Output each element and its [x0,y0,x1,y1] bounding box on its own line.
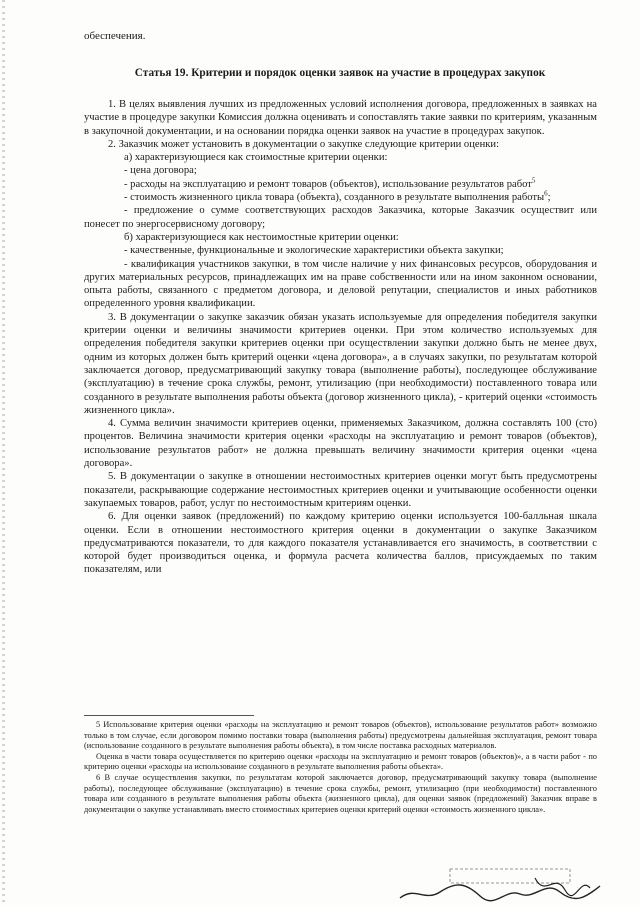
footnote: Оценка в части товара осуществляется по критерию оценки «расходы на эксплуатацию и ремонт товаров (объектов)», а в части работ - по критерию оценки «расходы на использование созданного в результате выполнения работы объекта». [84,751,597,772]
paragraph: 5. В документации о закупке в отношении нестоимостных критериев оценки могут быть предусмотрены показатели, раскрывающие содержание нестоимостных критериев оценки и учитывающие особенности оценки закупаемых товаров, работ, услуг по нестоимостным критериям оценки. [84,471,597,509]
footnotes [84,720,597,815]
paragraph: 2. Заказчик может установить в документации о закупке следующие критерии оценки: [108,138,500,150]
paragraph: 1. В целях выявления лучших из предложенных условий исполнения договора, предложенных в заявках на участие в процедуре закупки Комиссия должна оценивать и сопоставлять такие заявки по критериям, указанным в закупочной документации, и на основании порядка оценки заявок на участие в процедурах закупок. [84,99,597,137]
paragraph: 4. Сумма величин значимости критериев оценки, применяемых Заказчиком, должна составлять 100 (сто) процентов. Величина значимости критерия оценки «расходы на эксплуатацию и ремонт товаров (объектов), использование результатов работ» не должна превышать величину значимости критерия оценки «цена договора». [84,418,597,470]
list-item: - качественные, функциональные и экологические характеристики объекта закупки; [124,245,504,257]
footnote-ref: 5 [531,176,536,185]
list-item: а) характеризующиеся как стоимостные критерии оценки: [124,152,388,164]
list-item: - предложение о сумме соответствующих расходов Заказчика, которые Заказчик осуществит или понесет по энергосервисному договору; [84,205,597,230]
paragraph: 6. Для оценки заявок (предложений) по каждому критерию оценки используется 100-балльная шкала оценки. Если в отношении нестоимостного критерия оценки в документации о закупке Заказчиком предусматриваются показатели, то для каждого показателя устанавливается его значимость, в соответствии с которой будет производиться оценка, и формула расчета количества баллов, присуждаемых по таким показателям, или [84,511,597,576]
signature-stamp [395,868,605,904]
list-item: - стоимость жизненного цикла товара (объекта), созданного в результате выполнения работы$^6$; [124,189,551,204]
list-item: - квалификация участников закупки, в том числе наличие у них финансовых ресурсов, оборудования и других материальных ресурсов, принадлежащих им на праве собственности или на ином законном основании, опыта работы, связанного с предметом договора, и деловой репутации, специалистов и иных работников определенного уровня квалификации. [84,258,597,310]
article-body [84,98,597,577]
list-item: - расходы на эксплуатацию и ремонт товаров (объектов), использование результатов работ$^5$ [124,176,536,190]
list-item: - цена договора; [124,165,197,177]
footnote-ref: 6 [544,189,548,198]
footnote: 6 В случае осуществления закупки, по результатам которой заключается договор, предусматривающий закупку товара (выполнение работы), последующее обслуживание (эксплуатацию) в течение срока службы, ремонт, утилизацию (при необходимости) поставленного товара или созданного в результате выполнения работы объекта (жизненного цикла), для оценки заявок (предложений) Заказчик вправе в документации о закупке устанавливать вместо стоимостных критериев оценки критерий оценки «стоимость жизненного цикла». [84,772,597,814]
list-item: б) характеризующиеся как нестоимостные критерии оценки: [124,231,399,243]
footnote-divider [84,715,254,716]
paragraph: 3. В документации о закупке заказчик обязан указать используемые для определения победителя закупки критерии оценки и величины значимости критериев оценки. При этом количество используемых для определения победителя закупки критериев оценки при осуществлении закупки должно быть не менее двух, одним из которых должен быть критерий оценки «цена договора», а в случаях закупки, по результатам которой заключается договор, предусматривающий закупку товара (выполнение работы), последующее обслуживание (эксплуатацию) в течение срока службы, ремонт, утилизацию (при необходимости) поставленного товара или созданного в результате выполнения работы объекта (договор жизненного цикла), - критерий оценки «стоимость жизненного цикла». [84,311,597,416]
lead-text: обеспечения. [84,30,146,42]
article-heading: Статья 19. Критерии и порядок оценки заявок на участие в процедурах закупок [134,67,546,79]
scan-edge [2,0,5,905]
footnote: 5 Использование критерия оценки «расходы на эксплуатацию и ремонт товаров (объектов), использование результатов работ» возможно только в том случае, если договором помимо поставки товара (выполнения работы) предусмотрены дальнейшая эксплуатация, ремонт товара (использование созданного в результате выполнения работы объекта), в том числе поставка расходных материалов. [84,720,597,751]
